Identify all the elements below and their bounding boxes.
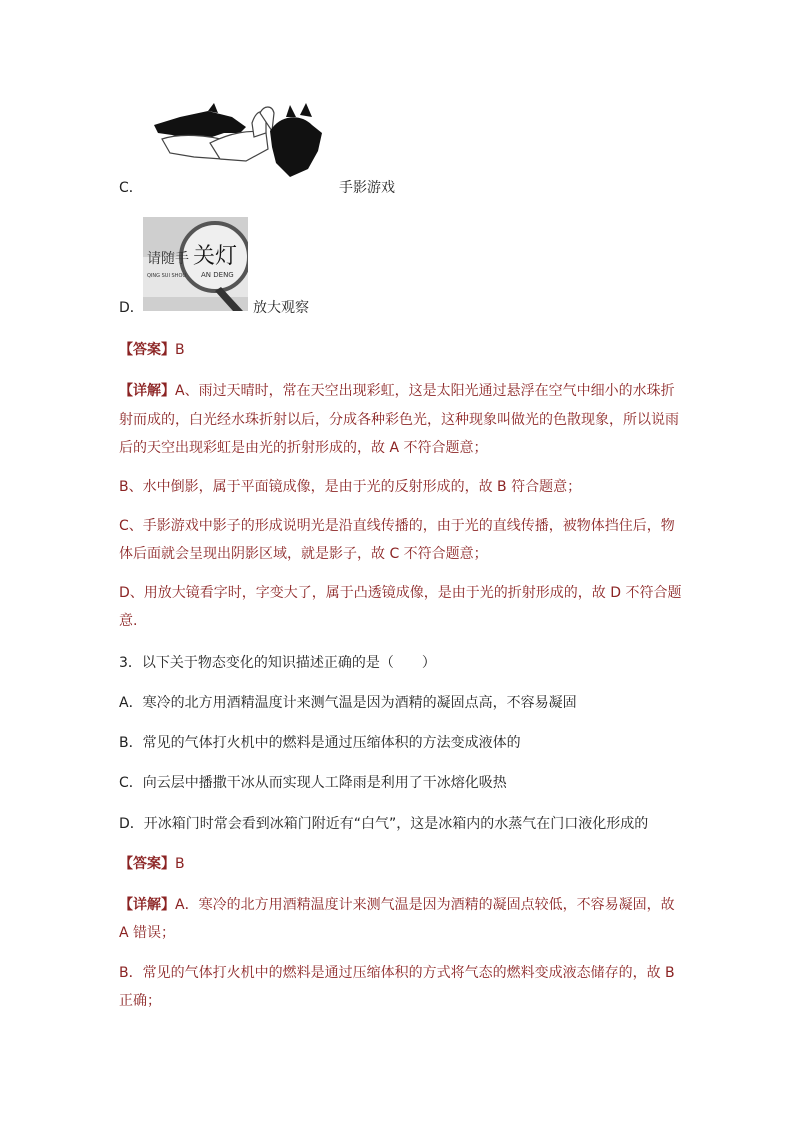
q3-option-c: C．向云层中播撒干冰从而实现人工降雨是利用了干冰熔化吸热 [119, 775, 507, 791]
q2-explain-line: D、用放大镜看字时，字变大了，属于凸透镜成像，是由于光的折射形成的，故 D 不符合题 [119, 585, 682, 601]
q2-explain-line: 【详解】A、雨过天晴时，常在天空出现彩虹，这是太阳光通过悬浮在空气中细小的水珠折 [119, 383, 675, 399]
q2-explain-line: 体后面就会呈现出阴影区域，就是影子，故 C 不符合题意； [119, 546, 488, 562]
q2-answer [119, 339, 185, 359]
magnifier-image [143, 217, 248, 311]
q3-option-d: D．开冰箱门时常会看到冰箱门附近有“白气”，这是冰箱内的水蒸气在门口液化形成的 [119, 816, 649, 832]
q3-option-a: A．寒冷的北方用酒精温度计来测气温是因为酒精的凝固点高，不容易凝固 [119, 695, 577, 711]
answer-value: B [175, 856, 185, 872]
q3-option-b: B．常见的气体打火机中的燃料是通过压缩体积的方法变成液体的 [119, 735, 521, 751]
q3-explain-line: 正确； [119, 993, 161, 1009]
photo-pinyin-left: QING SUI SHOU [147, 273, 187, 279]
q2-explain-line: 意. [119, 613, 138, 629]
photo-pinyin-right: AN DENG [201, 271, 234, 279]
q2-explain-line: 射而成的，白光经水珠折射以后，分成各种彩色光，这种现象叫做光的色散现象，所以说雨 [119, 412, 679, 428]
option-d-letter: D． [119, 300, 144, 316]
option-c-letter: C． [119, 180, 143, 196]
q3-explain-line: A 错误； [119, 925, 176, 941]
answer-label: 【答案】 [119, 856, 175, 872]
q3-answer [119, 853, 185, 873]
photo-magnified-text: 关灯 [193, 244, 238, 269]
q2-explain-line: C、手影游戏中影子的形成说明光是沿直线传播的，由于光的直线传播，被物体挡住后，物 [119, 518, 675, 534]
explain-label: 【详解】 [119, 897, 175, 913]
explain-label: 【详解】 [119, 383, 175, 399]
option-c-caption: 手影游戏 [339, 180, 395, 196]
q2-explain-line: 后的天空出现彩虹是由光的折射形成的，故 A 不符合题意； [119, 440, 488, 456]
option-c-row [119, 177, 143, 197]
option-d-caption: 放大观察 [253, 300, 309, 316]
answer-label: 【答案】 [119, 342, 175, 358]
q3-explain-line: 【详解】A．寒冷的北方用酒精温度计来测气温是因为酒精的凝固点较低，不容易凝固，故 [119, 897, 675, 913]
q3-explain-line: B．常见的气体打火机中的燃料是通过压缩体积的方式将气态的燃料变成液态储存的，故 B [119, 965, 675, 981]
q3-stem: 3．以下关于物态变化的知识描述正确的是（ ） [119, 655, 436, 671]
q2-explain-line: B、水中倒影，属于平面镜成像，是由于光的反射形成的，故 B 符合题意； [119, 479, 582, 495]
hand-shadow-image [150, 103, 330, 183]
answer-value: B [175, 342, 185, 358]
photo-sign-text: 请随手 [147, 251, 189, 267]
